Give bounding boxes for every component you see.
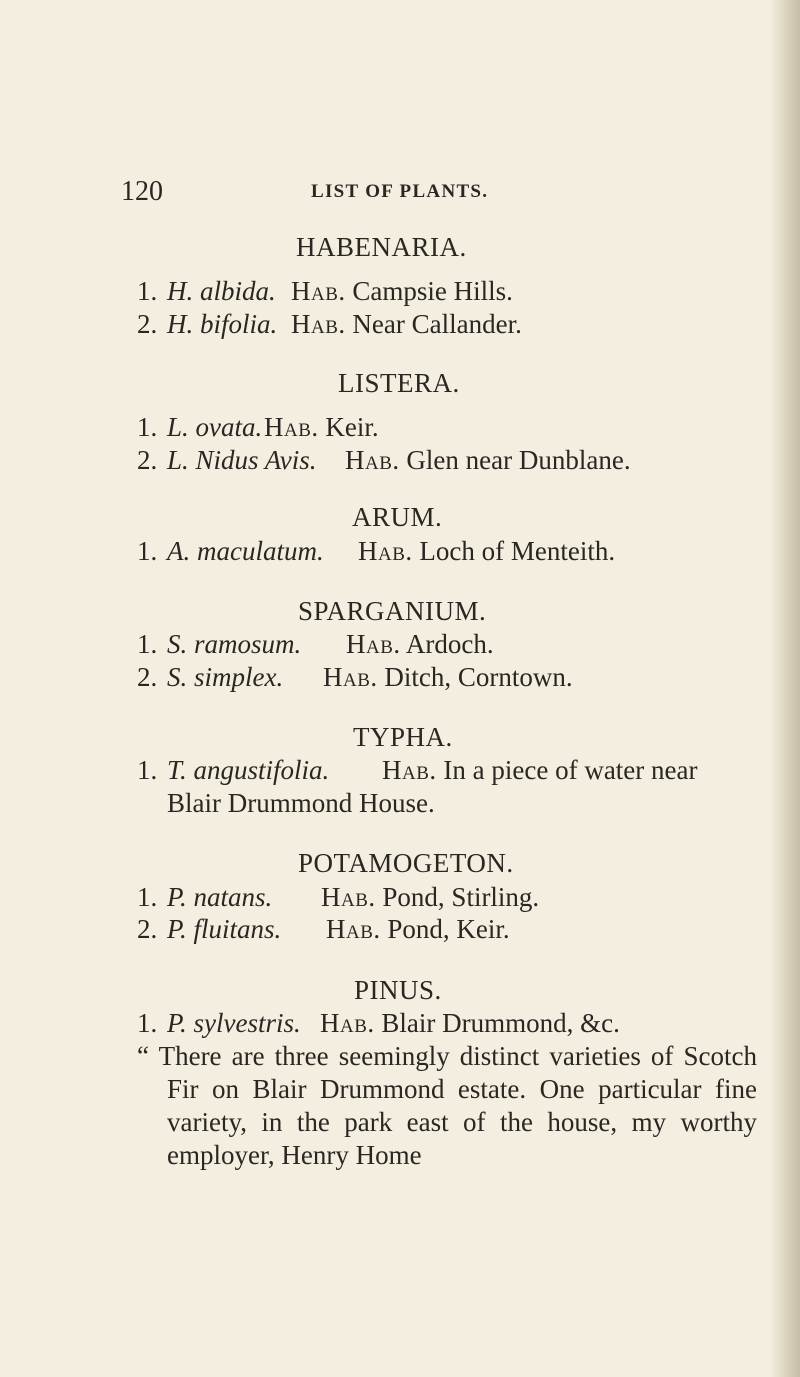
genus-heading-pinus: PINUS.	[354, 975, 442, 1005]
species-name: P. sylvestris.	[167, 1008, 301, 1038]
species-name: S. simplex.	[167, 662, 284, 692]
entry-number: 1.	[137, 882, 158, 912]
species-name: A. maculatum.	[167, 536, 324, 566]
hab-label: Hab.	[323, 662, 378, 692]
species-name: H. bifolia.	[167, 309, 278, 339]
genus-heading-potamogeton: POTAMOGETON.	[298, 848, 514, 878]
hab-label: Hab.	[345, 445, 400, 475]
genus-heading-sparganium: SPARGANIUM.	[298, 596, 487, 626]
species-name: T. angustifolia.	[167, 755, 330, 785]
hab-label: Hab.	[358, 536, 413, 566]
entry-number: 1.	[137, 536, 158, 566]
habitat-text: Ditch, Corntown.	[384, 662, 573, 692]
habitat-text: Near Callander.	[352, 309, 522, 339]
genus-heading-arum: ARUM.	[352, 502, 443, 532]
species-name: S. ramosum.	[167, 629, 302, 659]
hab-label: Hab.	[264, 412, 319, 442]
habitat-continuation: Blair Drummond House.	[167, 788, 435, 818]
hab-label: Hab.	[382, 755, 437, 785]
species-name: L. Nidus Avis.	[167, 445, 317, 475]
habitat-text: Campsie Hills.	[352, 276, 513, 306]
hab-label: Hab.	[320, 1008, 375, 1038]
habitat-text: Ardoch.	[405, 629, 494, 659]
species-name: L. ovata.	[167, 412, 263, 442]
running-head	[121, 174, 681, 210]
entry-number: 1.	[137, 412, 158, 442]
habitat-text: Glen near Dunblane.	[406, 445, 631, 475]
hab-label: Hab.	[326, 914, 381, 944]
habitat-text: Loch of Menteith.	[419, 536, 616, 566]
page-edge	[770, 0, 800, 1377]
hab-label: Hab.	[321, 882, 376, 912]
entry-number: 2.	[137, 914, 158, 944]
habitat-text: Pond, Stirling.	[382, 882, 540, 912]
header-title: LIST OF PLANTS.	[311, 181, 489, 202]
habitat-text: Blair Drummond, &c.	[381, 1008, 620, 1038]
genus-heading-typha: TYPHA.	[353, 722, 453, 752]
quote-block	[137, 1040, 757, 1172]
quote-paragraph: “ There are three seemingly distinct varieties of Scotch Fir on Blair Drummond estate. One particular fine variety, in the park east of the house, my worthy employer, Henry Home	[137, 1041, 757, 1170]
habitat-text: In a piece of water near	[443, 755, 698, 785]
hab-label: Hab.	[346, 629, 401, 659]
entry-number: 2.	[137, 662, 158, 692]
entry-number: 2.	[137, 309, 158, 339]
genus-heading-listera: LISTERA.	[338, 368, 460, 398]
hab-label: Hab.	[291, 309, 346, 339]
entry-number: 1.	[137, 276, 158, 306]
habitat-text: Pond, Keir.	[387, 914, 510, 944]
species-name: P. natans.	[167, 882, 273, 912]
species-name: P. fluitans.	[167, 914, 282, 944]
page-number: 120	[121, 176, 163, 207]
entry-number: 1.	[137, 755, 158, 785]
species-name: H. albida.	[167, 276, 276, 306]
entry-number: 2.	[137, 445, 158, 475]
entry-number: 1.	[137, 629, 158, 659]
habitat-text: Keir.	[325, 412, 379, 442]
hab-label: Hab.	[291, 276, 346, 306]
genus-heading-habenaria: HABENARIA.	[296, 232, 467, 262]
entry-number: 1.	[137, 1008, 158, 1038]
